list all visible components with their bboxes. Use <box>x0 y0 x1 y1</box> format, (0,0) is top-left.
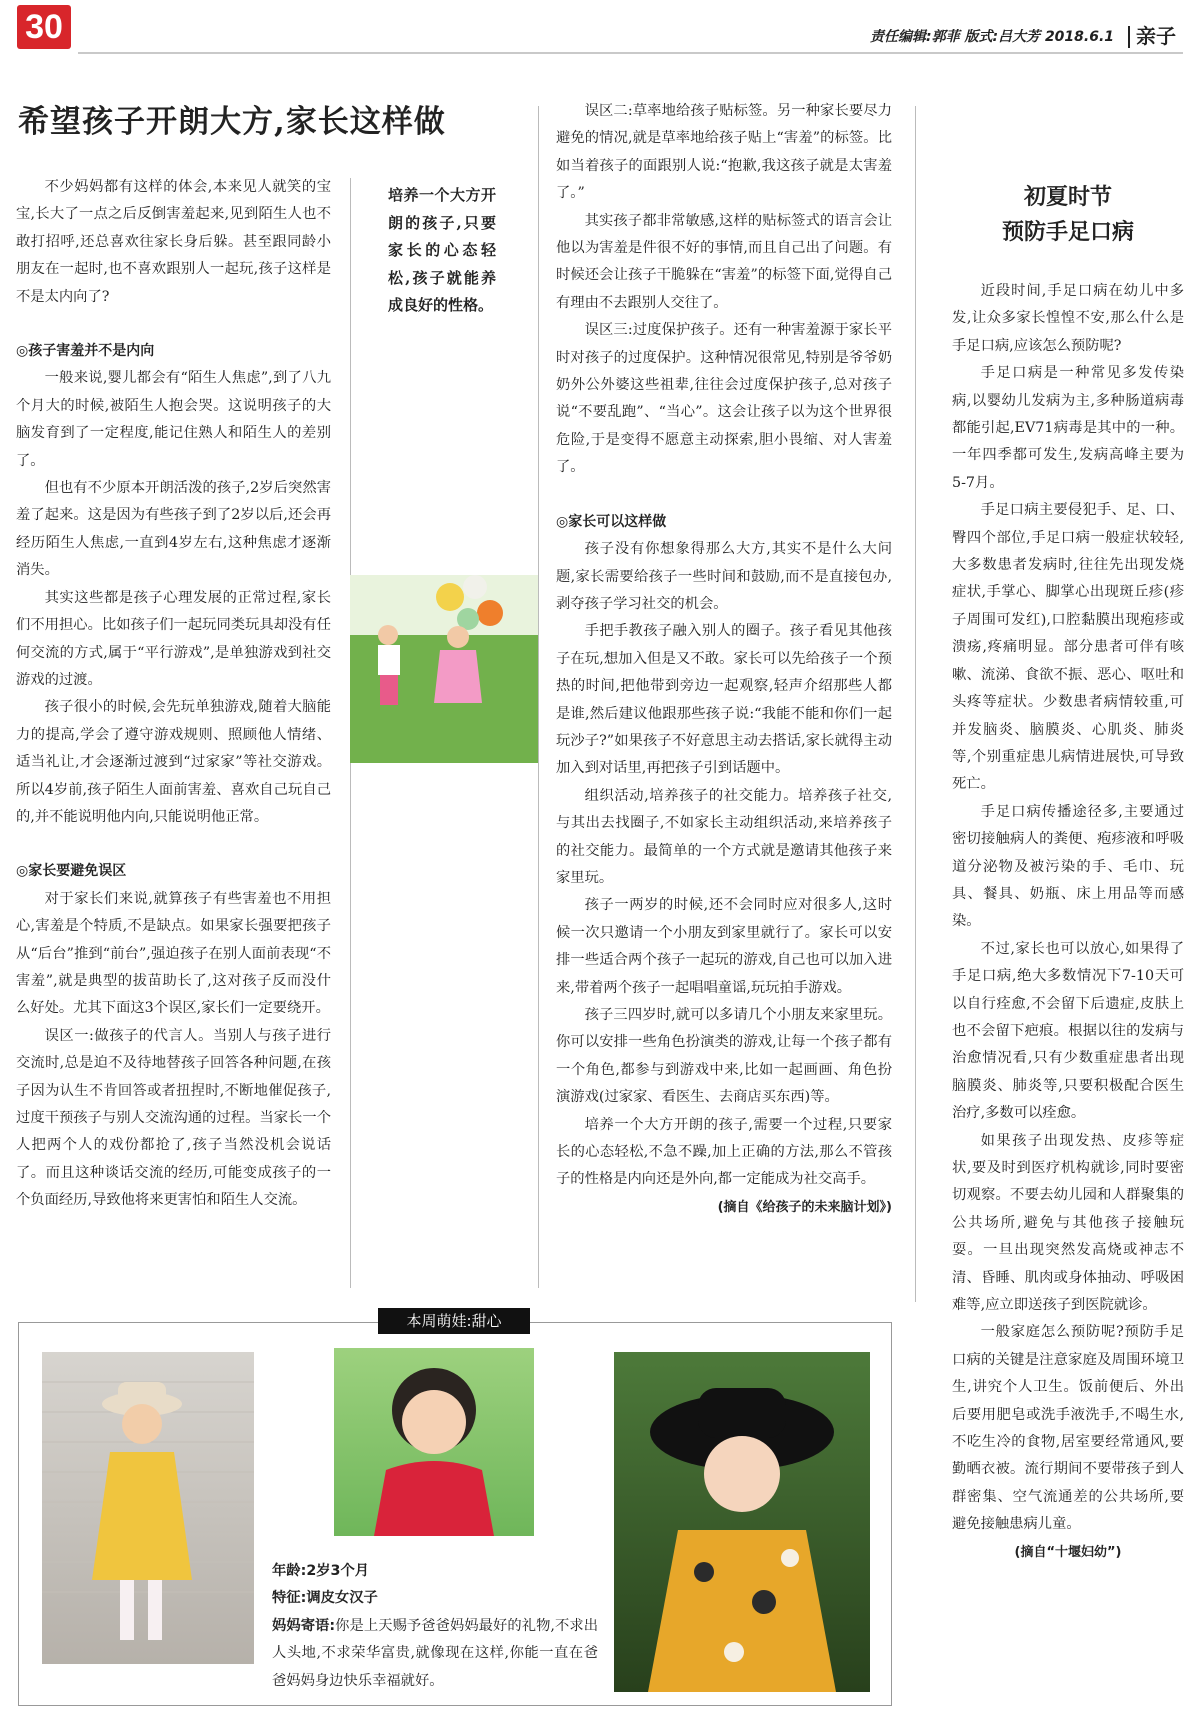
article-paragraph: 组织活动,培养孩子的社交能力。培养孩子社交,与其出去找圈子,不如家长主动组织活动,来培养孩子的社交能力。最简单的一个方式就是邀请其他孩子来家里玩。 <box>556 787 892 886</box>
header-divider <box>1128 26 1130 48</box>
paragraph-gap <box>16 831 331 858</box>
article-paragraph: 手把手教孩子融入别人的圈子。孩子看见其他孩子在玩,想加入但是又不敢。家长可以先给孩子一个预热的时间,把他带到旁边一起观察,轻声介绍那些人都是谁,然后建议他跟那些孩子说:“我能不能和你们一起玩沙子?”如果孩子不好意思主动去搭话,家长就得主动加入到对话里,再把孩子引到话题中。 <box>556 623 892 777</box>
baby-trait-label: 特征: <box>272 1590 307 1607</box>
page-number: 30 <box>17 5 71 49</box>
paragraph-gap <box>556 482 892 509</box>
sidebar-source: (摘自“十堰妇幼”) <box>1014 1544 1122 1560</box>
sidebar-paragraph: 如果孩子出现发热、皮疹等症状,要及时到医疗机构就诊,同时要密切观察。不要去幼儿园和人群聚集的公共场所,避免与其他孩子接触玩耍。一旦出现突然发高烧或神志不清、昏睡、肌肉或身体抽动、呼吸困难等,应立即送孩子到医院就诊。 <box>952 1132 1184 1314</box>
baby-photo-1 <box>42 1352 254 1664</box>
sidebar-column <box>952 278 1184 1566</box>
section-name: 亲子 <box>1136 24 1176 48</box>
baby-caption <box>272 1558 598 1695</box>
article-paragraph: 孩子一两岁的时候,还不会同时应对很多人,这时候一次只邀请一个小朋友到家里就行了。家长可以安排一些适合两个孩子一起玩的游戏,自己也可以加入进来,带着两个孩子一起唱唱童谣,玩玩拍手游戏。 <box>556 897 892 996</box>
sidebar-paragraph: 一般家庭怎么预防呢?预防手足口病的关键是注意家庭及周围环境卫生,讲究个人卫生。饭前便后、外出后要用肥皂或洗手液洗手,不喝生水,不吃生冷的食物,居室要经常通风,要勤晒衣被。流行期间不要带孩子到人群密集、空气流通差的公共场所,要避免接触患病儿童。 <box>952 1324 1184 1533</box>
sidebar-paragraph: 手足口病传播途径多,主要通过密切接触病人的粪便、疱疹液和呼吸道分泌物及被污染的手、毛巾、玩具、餐具、奶瓶、床上用品等而感染。 <box>952 803 1184 930</box>
sidebar-paragraph: 手足口病是一种常见多发传染病,以婴幼儿发病为主,多种肠道病毒都能引起,EV71病毒是其中的一种。一年四季都可发生,发病高峰主要为5-7月。 <box>952 365 1184 491</box>
header-rule <box>78 52 1183 54</box>
article-paragraph: 其实孩子都非常敏感,这样的贴标签式的语言会让他以为害羞是件很不好的事情,而且自己出了问题。有时候还会让孩子干脆躲在“害羞”的标签下面,觉得自己有理由不去跟别人交往了。 <box>556 212 892 311</box>
pull-quote: 培养一个大方开朗的孩子,只要家长的心态轻松,孩子就能养成良好的性格。 <box>388 186 496 314</box>
section-heading: ◎家长可以这样做 <box>556 513 667 530</box>
article-paragraph: 误区三:过度保护孩子。还有一种害羞源于家长平时对孩子的过度保护。这种情况很常见,特别是爷爷奶奶外公外婆这些祖辈,往往会过度保护孩子,总对孩子说“不要乱跑”、“当心”。这会让孩子以为这个世界很危险,于是变得不愿意主动探索,胆小畏缩、对人害羞了。 <box>556 322 892 476</box>
baby-photo-2 <box>334 1348 534 1536</box>
baby-trait-value: 调皮女汉子 <box>306 1590 378 1607</box>
sidebar-paragraph: 手足口病主要侵犯手、足、口、臀四个部位,手足口病一般症状较轻,大多数患者发病时,往往先出现发烧症状,手掌心、脚掌心出现斑丘疹(疹子周围可发红),口腔黏膜出现疱疹或溃疡,疼痛明显。部分患者可伴有咳嗽、流涕、食欲不振、恶心、呕吐和头疼等症状。少数患者病情较重,可并发脑炎、脑膜炎、心肌炎、肺炎等,个别重症患儿病情进展快,可导致死亡。 <box>952 502 1184 793</box>
sidebar-title-line-1: 初夏时节 <box>1023 184 1112 210</box>
section-heading: ◎家长要避免误区 <box>16 863 127 880</box>
baby-message-label: 妈妈寄语: <box>272 1617 336 1634</box>
baby-age-value: 2岁3个月 <box>306 1563 370 1579</box>
paragraph-gap <box>16 311 331 338</box>
sidebar-title-line-2: 预防手足口病 <box>1001 219 1134 245</box>
sidebar-paragraph: 近段时间,手足口病在幼儿中多发,让众多家长惶惶不安,那么什么是手足口病,应该怎么预防呢? <box>952 283 1184 354</box>
baby-message-text: 你是上天赐予爸爸妈妈最好的礼物,不求出人头地,不求荣华富贵,就像现在这样,你能一直在爸爸妈妈身边快乐幸福就好。 <box>272 1617 599 1689</box>
baby-photo-3 <box>614 1352 870 1692</box>
article-column-2 <box>556 98 892 1221</box>
sidebar-paragraph: 不过,家长也可以放心,如果得了手足口病,绝大多数情况下7-10天可以自行痊愈,不会留下后遗症,皮肤上也不会留下疤痕。根据以往的发病与治愈情况看,只有少数重症患者出现脑膜炎、肺炎等,只要积极配合医生治疗,多数可以痊愈。 <box>952 940 1184 1122</box>
article-paragraph: 误区一:做孩子的代言人。当别人与孩子进行交流时,总是迫不及待地替孩子回答各种问题,在孩子因为认生不肯回答或者扭捏时,不断地催促孩子,过度干预孩子与别人交流沟通的过程。当家长一个人把两个人的戏份都抢了,孩子当然没机会说话了。而且这种谈话交流的经历,可能变成孩子的一个负面经历,导致他将来更害怕和陌生人交流。 <box>16 1027 331 1209</box>
article-paragraph: 培养一个大方开朗的孩子,需要一个过程,只要家长的心态轻松,不急不躁,加上正确的方法,那么不管孩子的性格是内向还是外向,都一定能成为社交高手。 <box>556 1116 892 1188</box>
article-paragraph: 孩子很小的时候,会先玩单独游戏,随着大脑能力的提高,学会了遵守游戏规则、照顾他人情绪、适当礼让,才会逐渐过渡到“过家家”等社交游戏。所以4岁前,孩子陌生人面前害羞、喜欢自己玩自己的,并不能说明他内向,只能说明他正常。 <box>16 699 331 825</box>
article-paragraph: 误区二:草率地给孩子贴标签。另一种家长要尽力避免的情况,就是草率地给孩子贴上“害羞”的标签。比如当着孩子的面跟别人说:“抱歉,我这孩子就是太害羞了。” <box>556 103 892 202</box>
article-paragraph: 但也有不少原本开朗活泼的孩子,2岁后突然害羞了起来。这是因为有些孩子到了2岁以后,还会再经历陌生人焦虑,一直到4岁左右,这种焦虑才逐渐消失。 <box>16 480 331 579</box>
kids-balloons-photo <box>350 575 538 763</box>
sidebar-title <box>952 180 1184 250</box>
article-paragraph: 孩子三四岁时,就可以多请几个小朋友来家里玩。你可以安排一些角色扮演类的游戏,让每一个孩子都有一个角色,都参与到游戏中来,比如一起画画、角色扮演游戏(过家家、看医生、去商店买东西)等。 <box>556 1007 892 1106</box>
column-divider <box>538 106 539 1288</box>
section-heading: ◎孩子害羞并不是内向 <box>16 343 155 360</box>
article-title: 希望孩子开朗大方,家长这样做 <box>18 104 446 140</box>
baby-message <box>272 1613 598 1695</box>
editor-credits: 责任编辑:郭菲 版式:吕大芳 2018.6.1 <box>870 29 1115 45</box>
article-source: (摘自《给孩子的未来脑计划》) <box>717 1199 892 1215</box>
article-paragraph: 一般来说,婴儿都会有“陌生人焦虑”,到了八九个月大的时候,被陌生人抱会哭。这说明孩子的大脑发育到了一定程度,能记住熟人和陌生人的差别了。 <box>16 370 331 469</box>
article-paragraph: 孩子没有你想象得那么大方,其实不是什么大问题,家长需要给孩子一些时间和鼓励,而不是直接包办,剥夺孩子学习社交的机会。 <box>556 541 892 612</box>
article-column-1 <box>16 174 331 1215</box>
article-paragraph: 不少妈妈都有这样的体会,本来见人就笑的宝宝,长大了一点之后反倒害羞起来,见到陌生人也不敢打招呼,还总喜欢往家长身后躲。甚至跟同龄小朋友在一起时,也不喜欢跟别人一起玩,孩子这样是不是太内向了? <box>16 179 331 305</box>
baby-age-label: 年龄: <box>272 1563 307 1579</box>
baby-age <box>272 1558 598 1585</box>
article-paragraph: 其实这些都是孩子心理发展的正常过程,家长们不用担心。比如孩子们一起玩同类玩具却没有任何交流的方式,属于“平行游戏”,是单独游戏到社交游戏的过渡。 <box>16 589 331 688</box>
column-divider <box>915 106 916 1302</box>
article-paragraph: 对于家长们来说,就算孩子有些害羞也不用担心,害羞是个特质,不是缺点。如果家长强要把孩子从“后台”推到“前台”,强迫孩子在别人面前表现“不害羞”,就是典型的拔苗助长了,这对孩子反而没什么好处。尤其下面这3个误区,家长们一定要绕开。 <box>16 890 331 1017</box>
baby-trait <box>272 1585 598 1612</box>
baby-box-title: 本周萌娃:甜心 <box>378 1308 530 1334</box>
